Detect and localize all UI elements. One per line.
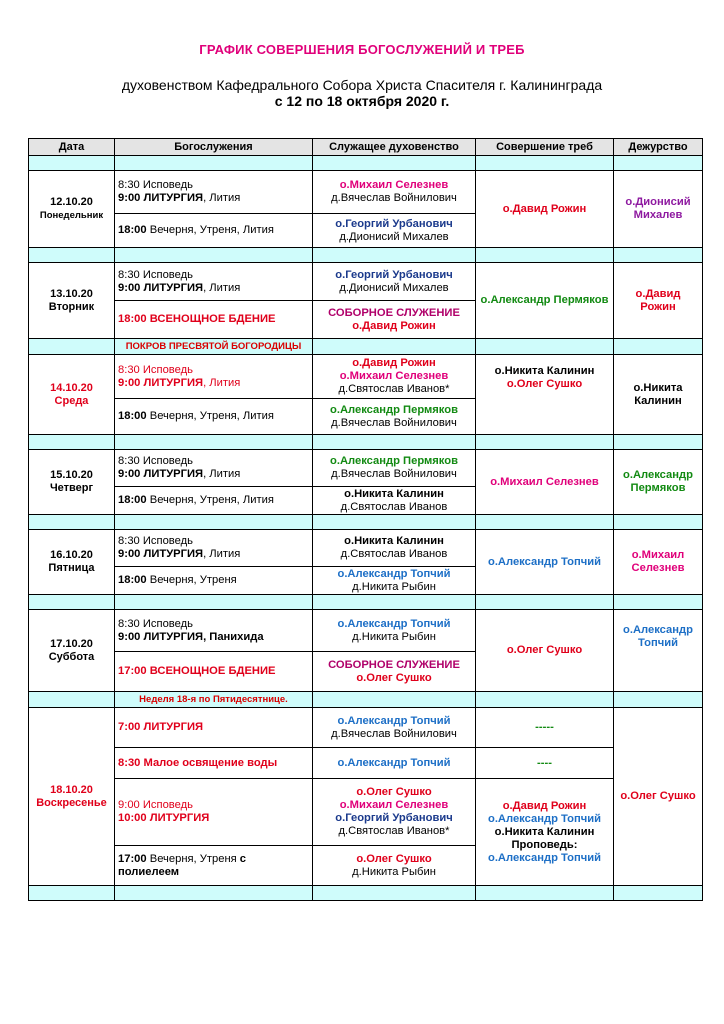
service-line: 9:00 ЛИТУРГИЯ	[118, 376, 204, 389]
service-line: 9:00 ЛИТУРГИЯ	[118, 192, 204, 204]
spacer-row	[29, 515, 703, 530]
clergy-name: д.Никита Рыбин	[352, 865, 436, 878]
table-row	[29, 530, 703, 567]
service-cell: 17:00 ВСЕНОЩНОЕ БДЕНИЕ	[115, 652, 313, 692]
clergy-name: о.Александр Пермяков	[330, 455, 458, 467]
clergy-name: СОБОРНОЕ СЛУЖЕНИЕ	[328, 306, 460, 319]
treby-cell	[476, 779, 614, 886]
service-line: 9:00 ЛИТУРГИЯ	[118, 281, 204, 294]
date-value: 13.10.20	[50, 287, 93, 300]
treby-cell: о.Михаил Селезнев	[476, 450, 614, 515]
clergy-cell	[313, 399, 476, 435]
date-cell	[29, 450, 115, 515]
treby-cell: о.Александр Пермяков	[476, 263, 614, 339]
date-cell	[29, 171, 115, 248]
spacer-row	[29, 886, 703, 901]
service-line: Вечерня, Утреня, Лития	[146, 224, 274, 236]
date-cell	[29, 355, 115, 435]
table-row	[29, 263, 703, 301]
duty-cell: о.Александр Пермяков	[614, 450, 703, 515]
table-row	[29, 450, 703, 487]
service-line: , Лития	[203, 548, 241, 560]
clergy-name: о.Михаил Селезнев	[339, 799, 449, 811]
clergy-cell	[313, 214, 476, 248]
clergy-name: о.Олег Сушко	[356, 786, 432, 798]
weekday: Воскресенье	[36, 796, 107, 809]
weekday: Среда	[54, 394, 89, 407]
clergy-name: о.Михаил Селезнев	[339, 179, 449, 191]
clergy-name: о.Никита Калинин	[494, 365, 595, 377]
service-line: 10:00 ЛИТУРГИЯ	[118, 812, 210, 824]
col-header-date: Дата	[29, 139, 115, 156]
table-row	[29, 171, 703, 214]
service-line: 18:00	[118, 410, 147, 422]
service-cell	[115, 610, 313, 652]
duty-cell: о.Дионисий Михалев	[614, 171, 703, 248]
spacer-row	[29, 435, 703, 450]
service-line: 9:00 ЛИТУРГИЯ	[118, 468, 204, 480]
table-row	[29, 748, 703, 779]
date-value: 14.10.20	[50, 381, 93, 394]
service-line: , Лития	[203, 376, 241, 389]
service-cell	[115, 487, 313, 515]
clergy-cell	[313, 355, 476, 399]
service-cell	[115, 399, 313, 435]
date-value: 17.10.20	[50, 637, 93, 650]
weekday: Вторник	[48, 300, 95, 313]
clergy-cell	[313, 846, 476, 886]
clergy-name: о.Олег Сушко	[356, 671, 432, 684]
clergy-name: д.Дионисий Михалев	[339, 281, 449, 294]
treby-cell	[476, 355, 614, 435]
clergy-name: д.Дионисий Михалев	[339, 230, 449, 243]
clergy-name: о.Давид Рожин	[352, 357, 436, 369]
clergy-name: д.Никита Рыбин	[352, 630, 436, 643]
clergy-name: д.Вячеслав Войнилович	[331, 192, 457, 204]
clergy-name: о.Никита Калинин	[494, 825, 595, 838]
service-line: 9:00 Исповедь	[118, 799, 193, 811]
service-line: 18:00	[118, 224, 147, 236]
weekday: Суббота	[48, 650, 95, 663]
service-line: 8:30 Исповедь	[118, 535, 193, 547]
clergy-name: о.Георгий Урбанович	[335, 268, 453, 281]
clergy-cell	[313, 779, 476, 846]
clergy-cell	[313, 171, 476, 214]
date-value: 12.10.20	[50, 196, 93, 208]
clergy-name: д.Святослав Иванов	[340, 500, 448, 513]
service-line: Вечерня, Утреня, Лития	[146, 410, 274, 422]
date-range: с 12 по 18 октября 2020 г.	[274, 93, 450, 109]
clergy-name: о.Александр Топчий	[487, 812, 601, 825]
service-cell	[115, 450, 313, 487]
clergy-cell	[313, 708, 476, 748]
service-line: Вечерня, Утреня	[146, 852, 240, 865]
service-line: 18:00	[118, 494, 147, 506]
spacer-row	[29, 248, 703, 263]
service-cell: 18:00 ВСЕНОЩНОЕ БДЕНИЕ	[115, 301, 313, 339]
service-cell	[115, 846, 313, 886]
service-line: полиелеем	[118, 865, 180, 878]
service-cell	[115, 779, 313, 846]
service-cell: 8:30 Малое освящение воды	[115, 748, 313, 779]
table-row	[29, 779, 703, 846]
clergy-cell	[313, 652, 476, 692]
spacer-row	[29, 156, 703, 171]
service-line: 9:00 ЛИТУРГИЯ, Панихида	[118, 630, 264, 643]
service-line: 8:30 Исповедь	[118, 617, 193, 630]
clergy-name: о.Георгий Урбанович	[335, 217, 453, 230]
clergy-name: о.Олег Сушко	[356, 852, 432, 865]
duty-cell: о.Михаил Селезнев	[614, 530, 703, 595]
clergy-name: о.Давид Рожин	[352, 319, 436, 332]
feast-row	[29, 692, 703, 708]
service-line: 8:30 Исповедь	[118, 363, 193, 376]
service-line: 17:00	[118, 852, 147, 865]
table-row	[29, 355, 703, 399]
clergy-name: д.Святослав Иванов	[340, 548, 448, 560]
clergy-name: д.Вячеслав Войнилович	[331, 468, 457, 480]
duty-cell: о.Олег Сушко	[614, 708, 703, 886]
feast-label: ПОКРОВ ПРЕСВЯТОЙ БОГОРОДИЦЫ	[115, 339, 313, 355]
clergy-cell	[313, 610, 476, 652]
service-line: , Лития	[203, 468, 241, 480]
service-cell	[115, 263, 313, 301]
treby-cell: о.Олег Сушко	[476, 610, 614, 692]
date-cell	[29, 263, 115, 339]
col-header-treby: Совершение треб	[476, 139, 614, 156]
service-cell	[115, 171, 313, 214]
service-line: 9:00 ЛИТУРГИЯ	[118, 548, 204, 560]
clergy-name: о.Олег Сушко	[506, 378, 583, 390]
clergy-name: д.Святослав Иванов*	[338, 383, 450, 395]
clergy-name: о.Александр Топчий	[487, 851, 601, 864]
clergy-name: о.Александр Пермяков	[330, 403, 458, 416]
clergy-name: о.Никита Калинин	[344, 535, 444, 547]
date-cell	[29, 708, 115, 886]
clergy-cell	[313, 301, 476, 339]
treby-cell: о.Александр Топчий	[476, 530, 614, 595]
clergy-name: д.Святослав Иванов*	[338, 825, 450, 837]
service-cell	[115, 567, 313, 595]
service-line: 8:30 Исповедь	[118, 268, 193, 281]
clergy-name: о.Александр Топчий	[337, 714, 451, 727]
clergy-name: о.Александр Топчий	[337, 567, 451, 580]
col-header-services: Богослужения	[115, 139, 313, 156]
service-line: 18:00	[118, 574, 147, 586]
date-value: 16.10.20	[50, 549, 93, 561]
page-title: ГРАФИК СОВЕРШЕНИЯ БОГОСЛУЖЕНИЙ И ТРЕБ	[199, 42, 525, 57]
clergy-name: д.Никита Рыбин	[352, 580, 436, 593]
page-subtitle: духовенством Кафедрального Собора Христа Спасителя г. Калининграда	[121, 77, 603, 93]
clergy-cell	[313, 487, 476, 515]
service-line: Вечерня, Утреня	[146, 574, 237, 586]
service-line: 8:30 Исповедь	[118, 455, 193, 467]
service-line: Вечерня, Утреня, Лития	[146, 494, 274, 506]
service-cell: 7:00 ЛИТУРГИЯ	[115, 708, 313, 748]
service-cell	[115, 214, 313, 248]
clergy-name: СОБОРНОЕ СЛУЖЕНИЕ	[328, 658, 460, 671]
header-row	[29, 139, 703, 156]
service-line: , Лития	[203, 281, 241, 294]
treby-cell: -----	[476, 708, 614, 748]
service-line: с	[239, 852, 247, 865]
service-line: 8:30 Исповедь	[118, 179, 193, 191]
col-header-duty: Дежурство	[614, 139, 703, 156]
date-cell	[29, 610, 115, 692]
weekday: Понедельник	[39, 210, 104, 221]
clergy-name: о.Давид Рожин	[502, 799, 587, 812]
date-value: 15.10.20	[50, 469, 93, 481]
service-line: , Лития	[203, 192, 241, 204]
date-cell	[29, 530, 115, 595]
clergy-cell	[313, 263, 476, 301]
clergy-cell: о.Александр Топчий	[313, 748, 476, 779]
clergy-cell	[313, 567, 476, 595]
weekday: Четверг	[49, 482, 94, 494]
duty-cell: о.Александр Топчий	[614, 610, 703, 692]
clergy-cell	[313, 530, 476, 567]
treby-cell: о.Давид Рожин	[476, 171, 614, 248]
table-row	[29, 708, 703, 748]
clergy-name: д.Вячеслав Войнилович	[331, 727, 457, 740]
feast-row	[29, 339, 703, 355]
service-cell	[115, 355, 313, 399]
clergy-name: о.Михаил Селезнев	[339, 370, 449, 382]
feast-label: Неделя 18-я по Пятидесятнице.	[115, 692, 313, 708]
clergy-cell	[313, 450, 476, 487]
duty-cell: о.Никита Калинин	[614, 355, 703, 435]
clergy-name: о.Александр Топчий	[337, 617, 451, 630]
sermon-label: Проповедь:	[511, 838, 578, 851]
spacer-row	[29, 595, 703, 610]
date-value: 18.10.20	[50, 783, 93, 796]
weekday: Пятница	[48, 562, 95, 574]
clergy-name: о.Георгий Урбанович	[335, 812, 453, 824]
col-header-clergy: Служащее духовенство	[313, 139, 476, 156]
service-cell	[115, 530, 313, 567]
treby-cell: ----	[476, 748, 614, 779]
schedule-table	[28, 138, 703, 901]
clergy-name: о.Никита Калинин	[344, 487, 444, 500]
duty-cell: о.Давид Рожин	[614, 263, 703, 339]
table-row	[29, 610, 703, 652]
clergy-name: д.Вячеслав Войнилович	[331, 416, 457, 429]
